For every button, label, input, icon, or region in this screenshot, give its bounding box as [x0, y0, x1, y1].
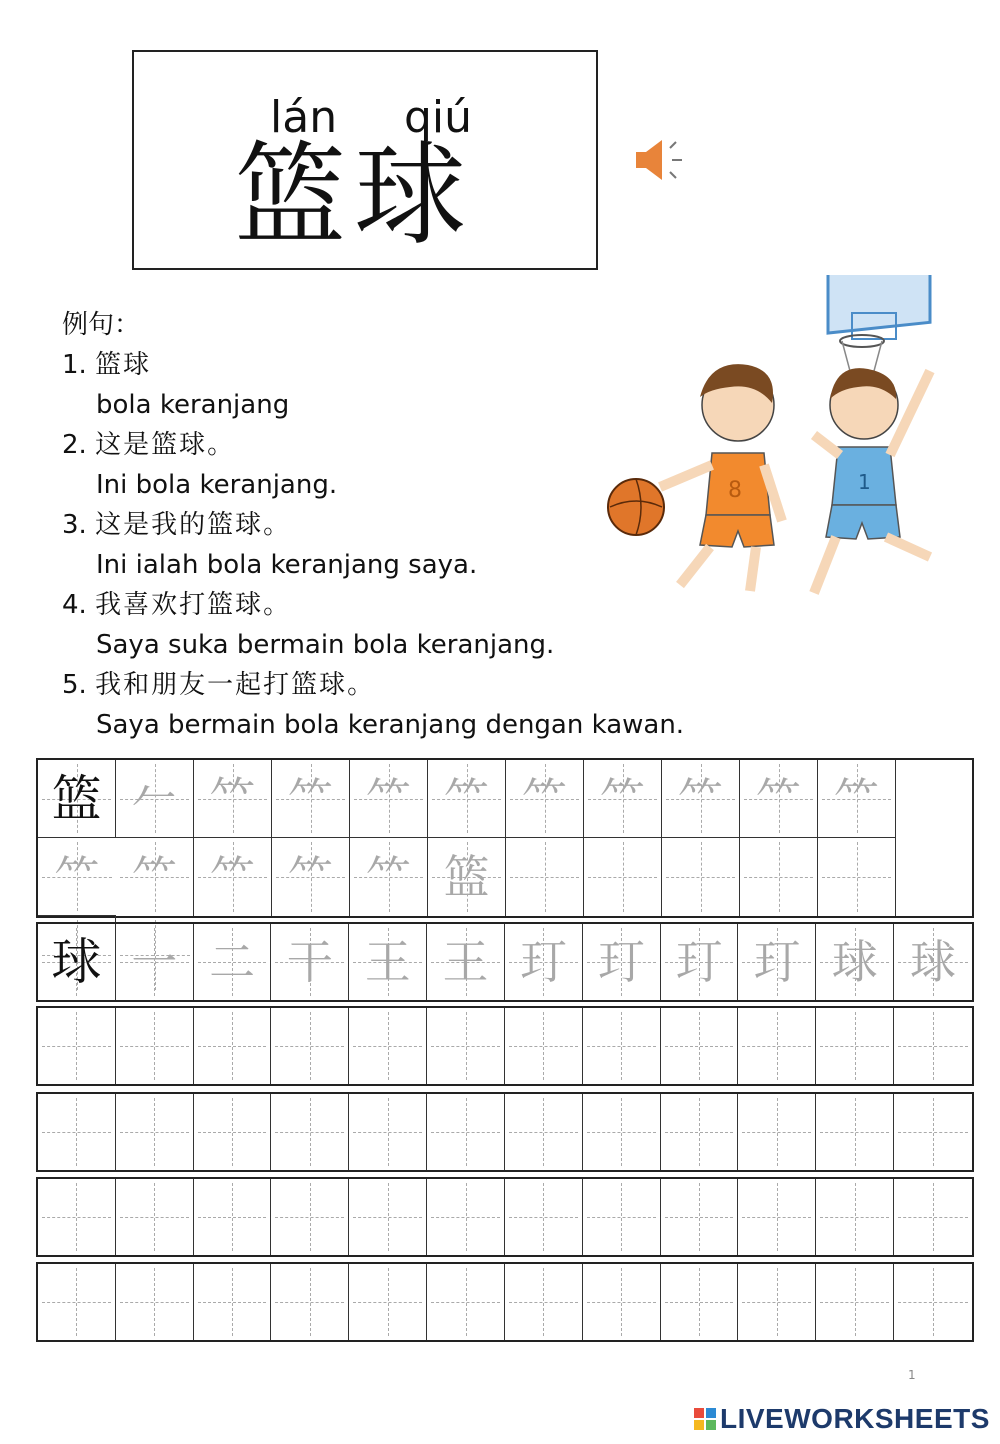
- writing-cell[interactable]: [584, 838, 662, 916]
- writing-cell[interactable]: [349, 1094, 427, 1170]
- writing-cell[interactable]: [583, 1264, 661, 1340]
- example-4: [62, 585, 684, 625]
- writing-cell[interactable]: [427, 1094, 505, 1170]
- stroke-cell: ⺮: [506, 760, 584, 838]
- stroke-cell: ⺮: [350, 760, 428, 838]
- writing-cell[interactable]: [349, 1008, 427, 1084]
- writing-cell[interactable]: [427, 1179, 505, 1255]
- writing-cell[interactable]: [738, 1008, 816, 1084]
- writing-cell[interactable]: [116, 1179, 194, 1255]
- stroke-cell: 二: [194, 924, 272, 1000]
- examples-title: 例句：: [62, 310, 141, 340]
- writing-cell[interactable]: [38, 1264, 116, 1340]
- writing-cell[interactable]: [194, 1264, 272, 1340]
- speaker-icon[interactable]: [632, 134, 688, 186]
- writing-cell[interactable]: [583, 1094, 661, 1170]
- example-malay: Ini ialah bola keranjang saya.: [96, 550, 478, 580]
- writing-cell[interactable]: [738, 1179, 816, 1255]
- stroke-cell: 𥫗: [194, 760, 272, 838]
- writing-cell[interactable]: [38, 1094, 116, 1170]
- writing-cell[interactable]: [427, 1264, 505, 1340]
- stroke-cell: 球: [816, 924, 894, 1000]
- model-cell: 篮: [38, 760, 116, 838]
- writing-cell[interactable]: [271, 1264, 349, 1340]
- stroke-cell[interactable]: ⺮: [116, 838, 194, 916]
- example-chinese: 篮球: [95, 350, 152, 380]
- example-chinese: 我喜欢打篮球。: [95, 590, 292, 620]
- practice-grid-qiu: [36, 922, 974, 1002]
- practice-grid-empty-2: [36, 1092, 974, 1172]
- practice-grid-lan: [36, 758, 974, 918]
- practice-grid-empty-3: [36, 1177, 974, 1257]
- writing-cell[interactable]: [505, 1264, 583, 1340]
- example-malay: Saya bermain bola keranjang dengan kawan.: [96, 710, 685, 740]
- example-malay: Saya suka bermain bola keranjang.: [96, 630, 555, 660]
- example-chinese: 这是我的篮球。: [95, 510, 292, 540]
- writing-cell[interactable]: [116, 1264, 194, 1340]
- writing-cell[interactable]: [194, 1179, 272, 1255]
- model-cell: 球: [38, 924, 116, 1000]
- writing-cell[interactable]: [818, 838, 896, 916]
- vocabulary-word: 篮球: [234, 131, 474, 261]
- writing-cell[interactable]: [894, 1264, 972, 1340]
- liveworksheets-icon: [694, 1408, 716, 1430]
- brand-name: LIVEWORKSHEETS: [720, 1403, 990, 1434]
- example-number: 5.: [62, 670, 87, 700]
- stroke-cell: ⺮: [38, 838, 116, 916]
- example-chinese: 我和朋友一起打篮球。: [95, 670, 376, 700]
- writing-cell[interactable]: [38, 1179, 116, 1255]
- stroke-cell: 玎: [583, 924, 661, 1000]
- writing-cell[interactable]: [427, 1008, 505, 1084]
- writing-cell[interactable]: [583, 1179, 661, 1255]
- stroke-cell: ⺮: [272, 760, 350, 838]
- writing-cell[interactable]: [583, 1008, 661, 1084]
- stroke-cell[interactable]: 篮: [428, 838, 506, 916]
- example-1: [62, 345, 684, 385]
- example-number: 1.: [62, 350, 87, 380]
- stroke-cell: 𠂉: [116, 760, 194, 838]
- writing-cell[interactable]: [505, 1008, 583, 1084]
- writing-cell[interactable]: [816, 1179, 894, 1255]
- example-sentences: [62, 305, 684, 745]
- writing-cell[interactable]: [271, 1008, 349, 1084]
- writing-cell[interactable]: [116, 1008, 194, 1084]
- stroke-cell[interactable]: ⺮: [194, 838, 272, 916]
- writing-cell[interactable]: [816, 1008, 894, 1084]
- vocabulary-word-box: [132, 50, 598, 270]
- stroke-cell: 干: [271, 924, 349, 1000]
- stroke-cell[interactable]: ⺮: [350, 838, 428, 916]
- svg-text:8: 8: [728, 478, 742, 503]
- stroke-cell[interactable]: ⺮: [272, 838, 350, 916]
- writing-cell[interactable]: [349, 1179, 427, 1255]
- stroke-cell: 玎: [505, 924, 583, 1000]
- example-malay: Ini bola keranjang.: [96, 470, 338, 500]
- writing-cell[interactable]: [738, 1264, 816, 1340]
- liveworksheets-logo: [694, 1404, 990, 1434]
- writing-cell[interactable]: [661, 1094, 739, 1170]
- writing-cell[interactable]: [505, 1179, 583, 1255]
- writing-cell[interactable]: [271, 1179, 349, 1255]
- writing-cell[interactable]: [816, 1094, 894, 1170]
- example-chinese: 这是篮球。: [95, 430, 236, 460]
- svg-text:1: 1: [858, 470, 871, 494]
- writing-cell[interactable]: [894, 1008, 972, 1084]
- stroke-cell: 球: [894, 924, 972, 1000]
- example-5: [62, 665, 684, 705]
- example-number: 2.: [62, 430, 87, 460]
- example-3: [62, 505, 684, 545]
- writing-cell[interactable]: [738, 1094, 816, 1170]
- page-number: 1: [908, 1368, 916, 1382]
- stroke-cell: 玎: [738, 924, 816, 1000]
- boys-playing-basketball-illustration: [600, 275, 960, 625]
- writing-cell[interactable]: [194, 1008, 272, 1084]
- pinyin-2: qiú: [404, 92, 473, 143]
- writing-cell[interactable]: [38, 1008, 116, 1084]
- example-number: 3.: [62, 510, 87, 540]
- example-2: [62, 425, 684, 465]
- writing-cell[interactable]: [194, 1094, 272, 1170]
- stroke-cell: ⺮: [584, 760, 662, 838]
- writing-cell[interactable]: [271, 1094, 349, 1170]
- stroke-cell: ⺮: [740, 760, 818, 838]
- writing-cell[interactable]: [661, 1264, 739, 1340]
- pinyin-1: lán: [270, 92, 338, 143]
- writing-cell[interactable]: [894, 1094, 972, 1170]
- writing-cell[interactable]: [894, 1179, 972, 1255]
- writing-cell[interactable]: [349, 1264, 427, 1340]
- stroke-cell: 玎: [661, 924, 739, 1000]
- stroke-cell: ⺮: [428, 760, 506, 838]
- stroke-cell: 一: [116, 924, 194, 1000]
- stroke-cell: 王: [427, 924, 505, 1000]
- stroke-cell: ⺮: [818, 760, 896, 838]
- writing-cell[interactable]: [661, 1179, 739, 1255]
- stroke-cell: 王: [349, 924, 427, 1000]
- writing-cell[interactable]: [816, 1264, 894, 1340]
- writing-cell[interactable]: [740, 838, 818, 916]
- writing-cell[interactable]: [661, 1008, 739, 1084]
- practice-grid-empty-4: [36, 1262, 974, 1342]
- writing-cell[interactable]: [506, 838, 584, 916]
- writing-cell[interactable]: [505, 1094, 583, 1170]
- practice-grid-empty-1: [36, 1006, 974, 1086]
- stroke-cell: ⺮: [662, 760, 740, 838]
- example-number: 4.: [62, 590, 87, 620]
- writing-cell[interactable]: [116, 1094, 194, 1170]
- example-malay: bola keranjang: [96, 390, 290, 420]
- writing-cell[interactable]: [662, 838, 740, 916]
